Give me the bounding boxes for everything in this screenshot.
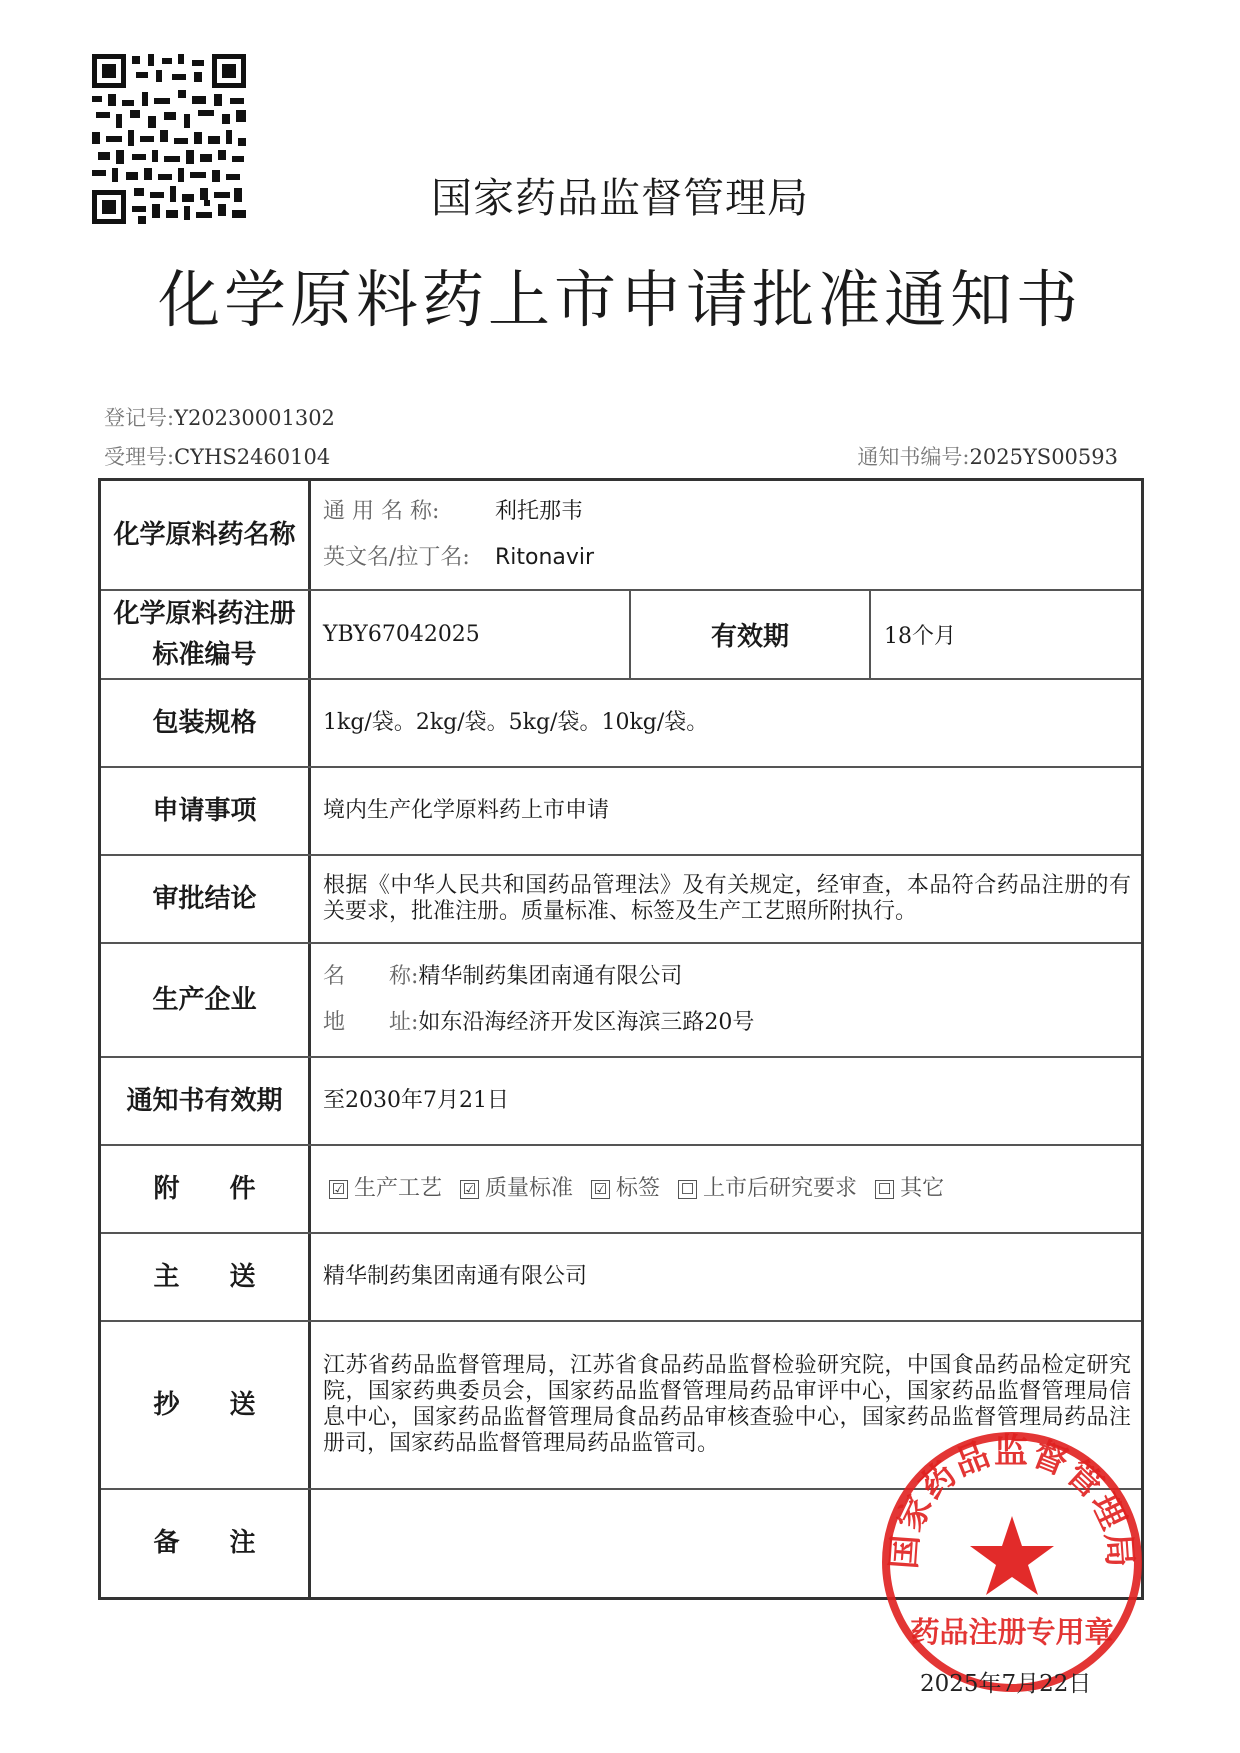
- conclusion-value: 根据《中华人民共和国药品管理法》及有关规定，经审查，本品符合药品注册的有关要求，批准注册。质量标准、标签及生产工艺照所附执行。: [323, 872, 1131, 924]
- label-packaging: 包装规格: [101, 680, 311, 766]
- svg-text:国家药品监督管理局: 国家药品监督管理局: [884, 1431, 1140, 1571]
- label-drug-name: 化学原料药名称: [101, 481, 311, 589]
- checkbox-label: ☑: [591, 1180, 610, 1199]
- manufacturer-address-value: 如东沿海经济开发区海滨三路20号: [418, 1010, 755, 1035]
- label-main-recipient: 主送: [101, 1234, 311, 1320]
- row-manufacturer: [101, 944, 1141, 1058]
- acceptance-number: [104, 441, 330, 471]
- attachment-production-process: 生产工艺: [354, 1176, 443, 1202]
- row-packaging: [101, 680, 1141, 768]
- english-name-value: Ritonavir: [495, 545, 595, 570]
- notice-value: 2025YS00593: [969, 445, 1118, 469]
- checkbox-quality-standard: ☑: [460, 1180, 479, 1199]
- row-application: [101, 768, 1141, 856]
- registration-label: 登记号:: [104, 406, 175, 430]
- label-remarks: 备注: [101, 1490, 311, 1597]
- acceptance-label: 受理号:: [104, 445, 175, 469]
- application-value: 境内生产化学原料药上市申请: [323, 798, 610, 824]
- cc-value: 江苏省药品监督管理局，江苏省食品药品监督检验研究院，中国食品药品检定研究院，国家药典委员会，国家药品监督管理局药品审评中心，国家药品监督管理局信息中心，国家药品监督管理局食品药品审核查验中心，国家药品监督管理局药品注册司，国家药品监督管理局药品监管司。: [323, 1353, 1131, 1456]
- label-application: 申请事项: [101, 768, 311, 854]
- manufacturer-name-label: 名 称:: [323, 964, 419, 990]
- registration-number: [104, 402, 335, 432]
- notice-validity-value: 至2030年7月21日: [323, 1088, 509, 1114]
- packaging-value: 1kg/袋。2kg/袋。5kg/袋。10kg/袋。: [323, 710, 709, 736]
- manufacturer-name-value: 精华制药集团南通有限公司: [418, 964, 683, 990]
- manufacturer-content: [323, 944, 1131, 1056]
- issuing-agency: 国家药品监督管理局: [431, 174, 809, 222]
- checkbox-other: ☐: [875, 1180, 894, 1199]
- attachment-other: 其它: [900, 1176, 945, 1202]
- divider: [869, 591, 871, 678]
- official-seal: [878, 1428, 1146, 1696]
- attachment-label: 标签: [616, 1176, 661, 1202]
- label-conclusion: 审批结论: [101, 856, 311, 942]
- document-title: 化学原料药上市申请批准通知书: [157, 263, 1082, 336]
- checkbox-post-market-research: ☐: [678, 1180, 697, 1199]
- seal-date: 2025年7月22日: [920, 1671, 1092, 1697]
- standard-label-line1: 化学原料药注册: [113, 599, 296, 630]
- common-name-label: 通 用 名 称:: [323, 499, 440, 525]
- acceptance-value: CYHS2460104: [174, 445, 331, 469]
- validity-value: 18个月: [884, 624, 956, 649]
- common-name-value: 利托那韦: [495, 499, 584, 525]
- registration-value: Y20230001302: [174, 406, 335, 430]
- label-attachments: 附件: [101, 1146, 311, 1232]
- row-attachments: [101, 1146, 1141, 1234]
- standard-label-line2: 标准编号: [152, 639, 257, 670]
- row-notice-validity: [101, 1058, 1141, 1146]
- english-name-label: 英文名/拉丁名:: [323, 545, 470, 570]
- main-recipient-value: 精华制药集团南通有限公司: [323, 1264, 588, 1290]
- row-main-recipient: [101, 1234, 1141, 1322]
- drug-name-content: [323, 481, 1131, 589]
- star-icon: [970, 1516, 1054, 1595]
- attachment-quality-standard: 质量标准: [485, 1176, 574, 1202]
- svg-text:药品注册专用章: 药品注册专用章: [910, 1615, 1114, 1649]
- row-registration-standard: [101, 591, 1141, 680]
- manufacturer-address-label: 地 址:: [323, 1010, 419, 1035]
- notice-number: [857, 441, 1118, 471]
- label-cc: 抄送: [101, 1322, 311, 1488]
- label-registration-standard: [101, 591, 311, 678]
- notice-label: 通知书编号:: [857, 445, 970, 469]
- row-drug-name: [101, 481, 1141, 591]
- label-manufacturer: 生产企业: [101, 944, 311, 1056]
- validity-label: 有效期: [710, 622, 789, 652]
- standard-number: YBY67042025: [323, 621, 480, 647]
- row-conclusion: [101, 856, 1141, 944]
- attachment-post-market-research: 上市后研究要求: [703, 1176, 858, 1202]
- label-notice-validity: 通知书有效期: [101, 1058, 311, 1144]
- checkbox-production-process: ☑: [329, 1180, 348, 1199]
- attachments-list: [323, 1146, 1131, 1232]
